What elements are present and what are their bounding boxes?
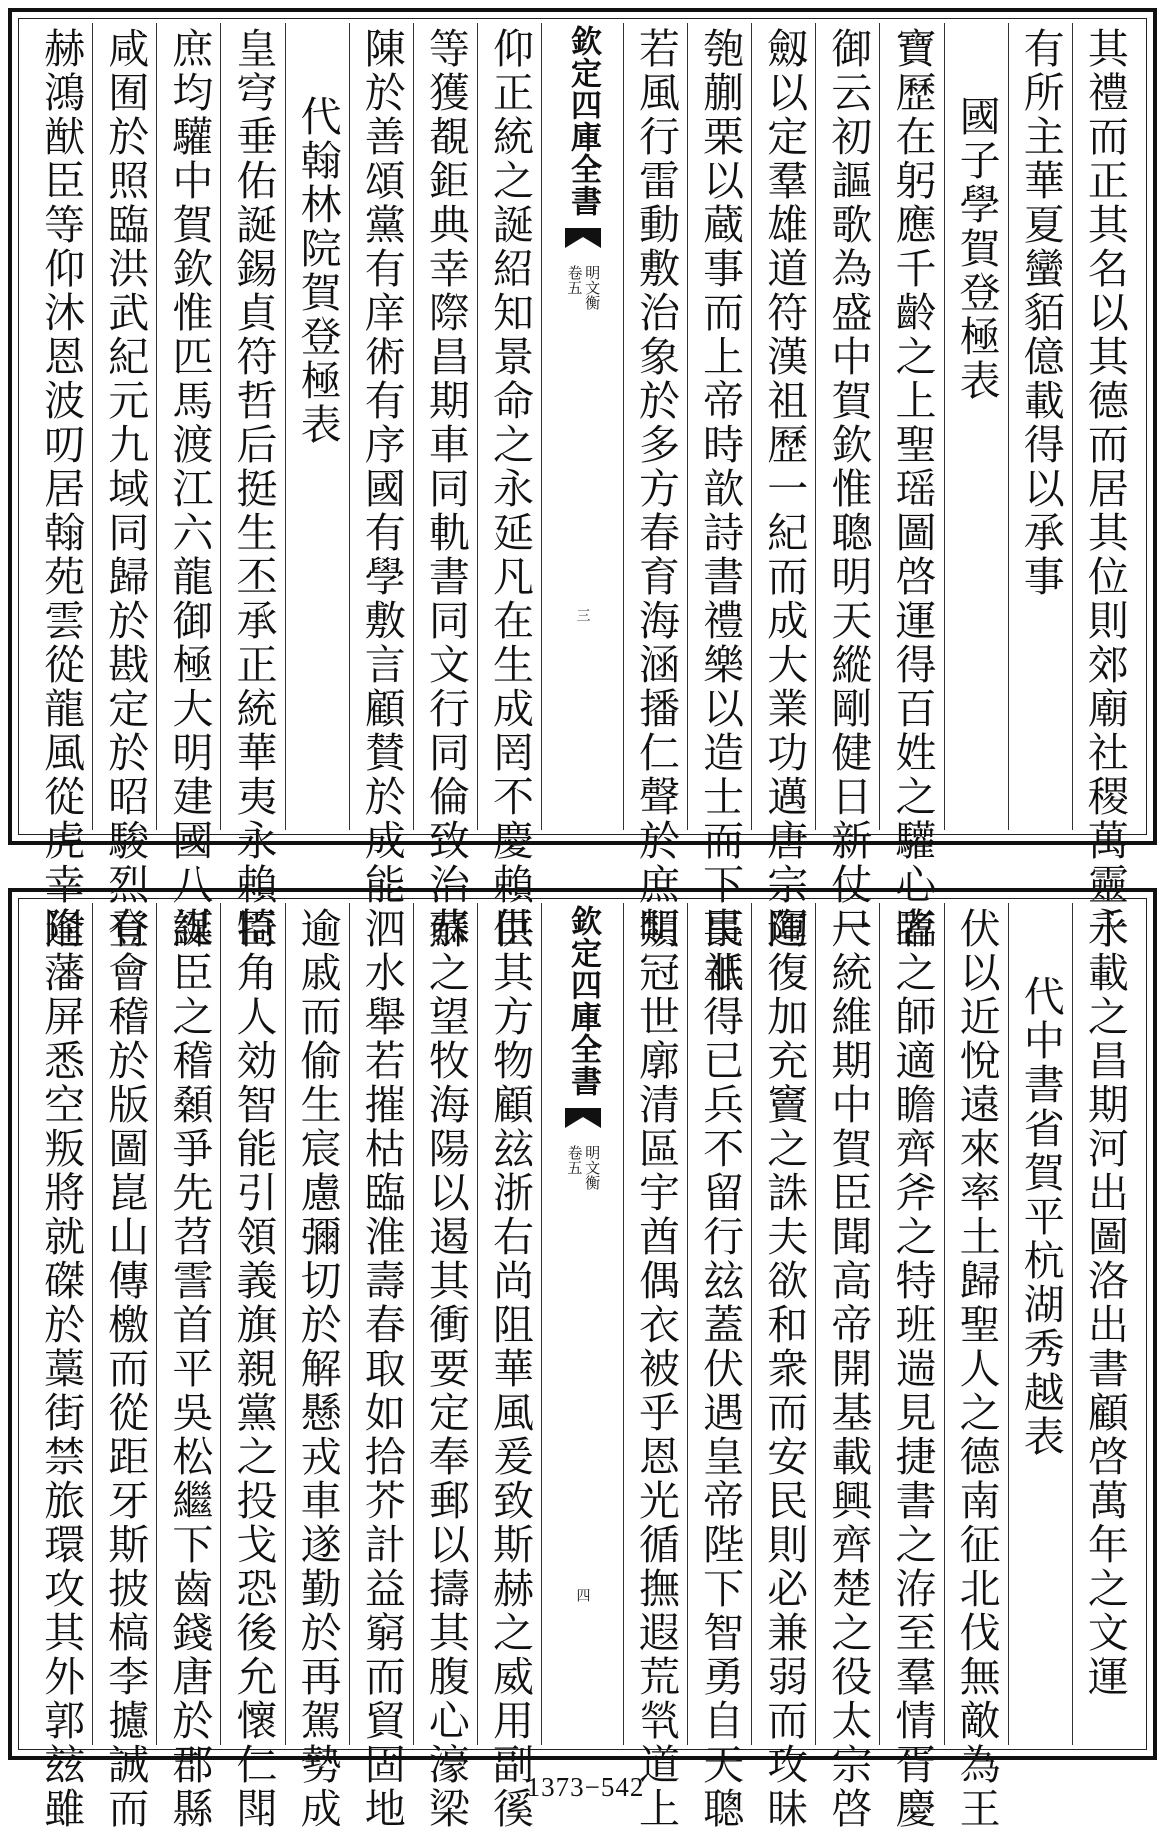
juan-number: 卷五 [565,1145,584,1175]
page-number: 四 [574,1588,591,1602]
text-column: 者之師適瞻齊斧之特班遄見捷書之洊至羣情胥慶 [879,903,943,1745]
text-column: 千載之昌期河出圖洛出書顧啓萬年之文運 [1072,903,1136,1745]
book-title: 欽定四庫全書 [565,905,601,1097]
text-column: 謀臣之稽顙爭先苕霅首平吳松繼下齒錢唐於郡縣 [156,903,220,1745]
text-column: 伏以近悅遠來率土歸聖人之德南征北伐無敵為王 [944,903,1008,1745]
fishtail-mark-icon [564,1107,602,1129]
text-column: 匏蒯栗以蔵事而上帝時歆詩書禮樂以造士而下民祇 [687,23,751,830]
text-column: 若風行雷動敷治象於多方春育海涵播仁聲於庶類 [623,23,687,830]
text-column: 犄角人効智能引領義旗親黨之投戈恐後允懷仁閗 [220,903,284,1745]
text-column: 御云初謳歌為盛中賀欽惟聰明天縱剛健日新仗尺 [815,23,879,830]
text-column: 其禮而正其名以其德而居其位則郊廟社稷萬靈永 [1072,23,1136,830]
text-column: 等獲覩鉅典幸際昌期車同軌書同文行同倫致治恭 [413,23,477,830]
text-column: 泗水舉若摧枯臨淮壽春取如拾芥計益窮而貿固地 [349,903,413,1745]
center-fold-column [541,23,623,830]
page-number: 三 [574,608,591,622]
text-column: 赫鴻猷臣等仰沐恩波叨居翰苑雲從龍風從虎幸逢 [37,27,86,951]
volume-meta [566,1145,600,1190]
text-columns [29,23,1136,995]
text-column: 有所主華夏蠻貊億載得以承事 [1008,23,1072,830]
collection-author: 明文衡 [583,1145,602,1190]
text-column: 仰正統之誕紹知景命之永延凡在生成罔不慶賴臣 [477,23,541,830]
heading-column: 國子學賀登極表 [944,23,1008,830]
page-frame [8,8,1157,995]
text-column: 庶均驩中賀欽惟匹馬渡江六龍御極大明建國八綖 [156,23,220,830]
page-frame-inner [18,18,1147,995]
text-column: 皇穹垂佑誕錫貞符哲后挺生丕承正統華夷永賴臣 [220,23,284,830]
text-column: 供其方物顧玆浙右尚阻華風爰致斯赫之威用副徯 [477,903,541,1745]
collection-author: 明文衡 [583,265,602,310]
text-column: 逾戚而偷生宸慮彌切於解懸戎車遂勤於再駕勢成 [285,903,349,1745]
juan-number: 卷五 [565,265,584,295]
text-column: 登會稽於版圖崑山傳檄而從距牙斯披槁李攄誠而 [92,903,156,1745]
text-column: 明冠世廓清區宇酋偶衣被乎恩光循撫遐荒㷀道上 [623,903,687,1745]
text-column: 附藩屏悉空叛將就磔於藁街禁旅環攻其外郭玆雖 [37,907,86,1831]
text-column: 蘇之望牧海陽以遏其衝要定奉郵以擣其腹心濠梁 [413,903,477,1745]
text-column: 寶歷在躬應千齡之上聖瑶圖啓運得百姓之驩心臨 [879,23,943,830]
fishtail-mark-icon [564,227,602,249]
scan-page-number: 1373−542 [526,1772,645,1802]
text-column: 陳於善頌黨有庠術有序國有學敷言顧賛於成能 [349,23,413,830]
text-column: 咸囿於照臨洪武紀元九域同歸於戡定於昭駿烈有 [92,23,156,830]
volume-meta [566,265,600,310]
text-column: 運復加充竇之誅夫欲和衆而安民則必兼弱而攻昧 [751,903,815,1745]
heading-column: 代翰林院賀登極表 [285,23,349,830]
center-fold-column [541,903,623,1745]
heading-column: 代中書省賀平杭湖秀越表 [1008,903,1072,1745]
text-column: 劔以定羣雄道符漢祖歷一紀而成大業功邁唐宗陶 [751,23,815,830]
text-column: 一統維期中賀臣聞高帝開基載興齊楚之役太宗啓 [815,903,879,1745]
text-column: 事非得已兵不留行玆蓋伏遇皇帝陛下智勇自天聰 [687,903,751,1745]
book-title: 欽定四庫全書 [565,25,601,217]
